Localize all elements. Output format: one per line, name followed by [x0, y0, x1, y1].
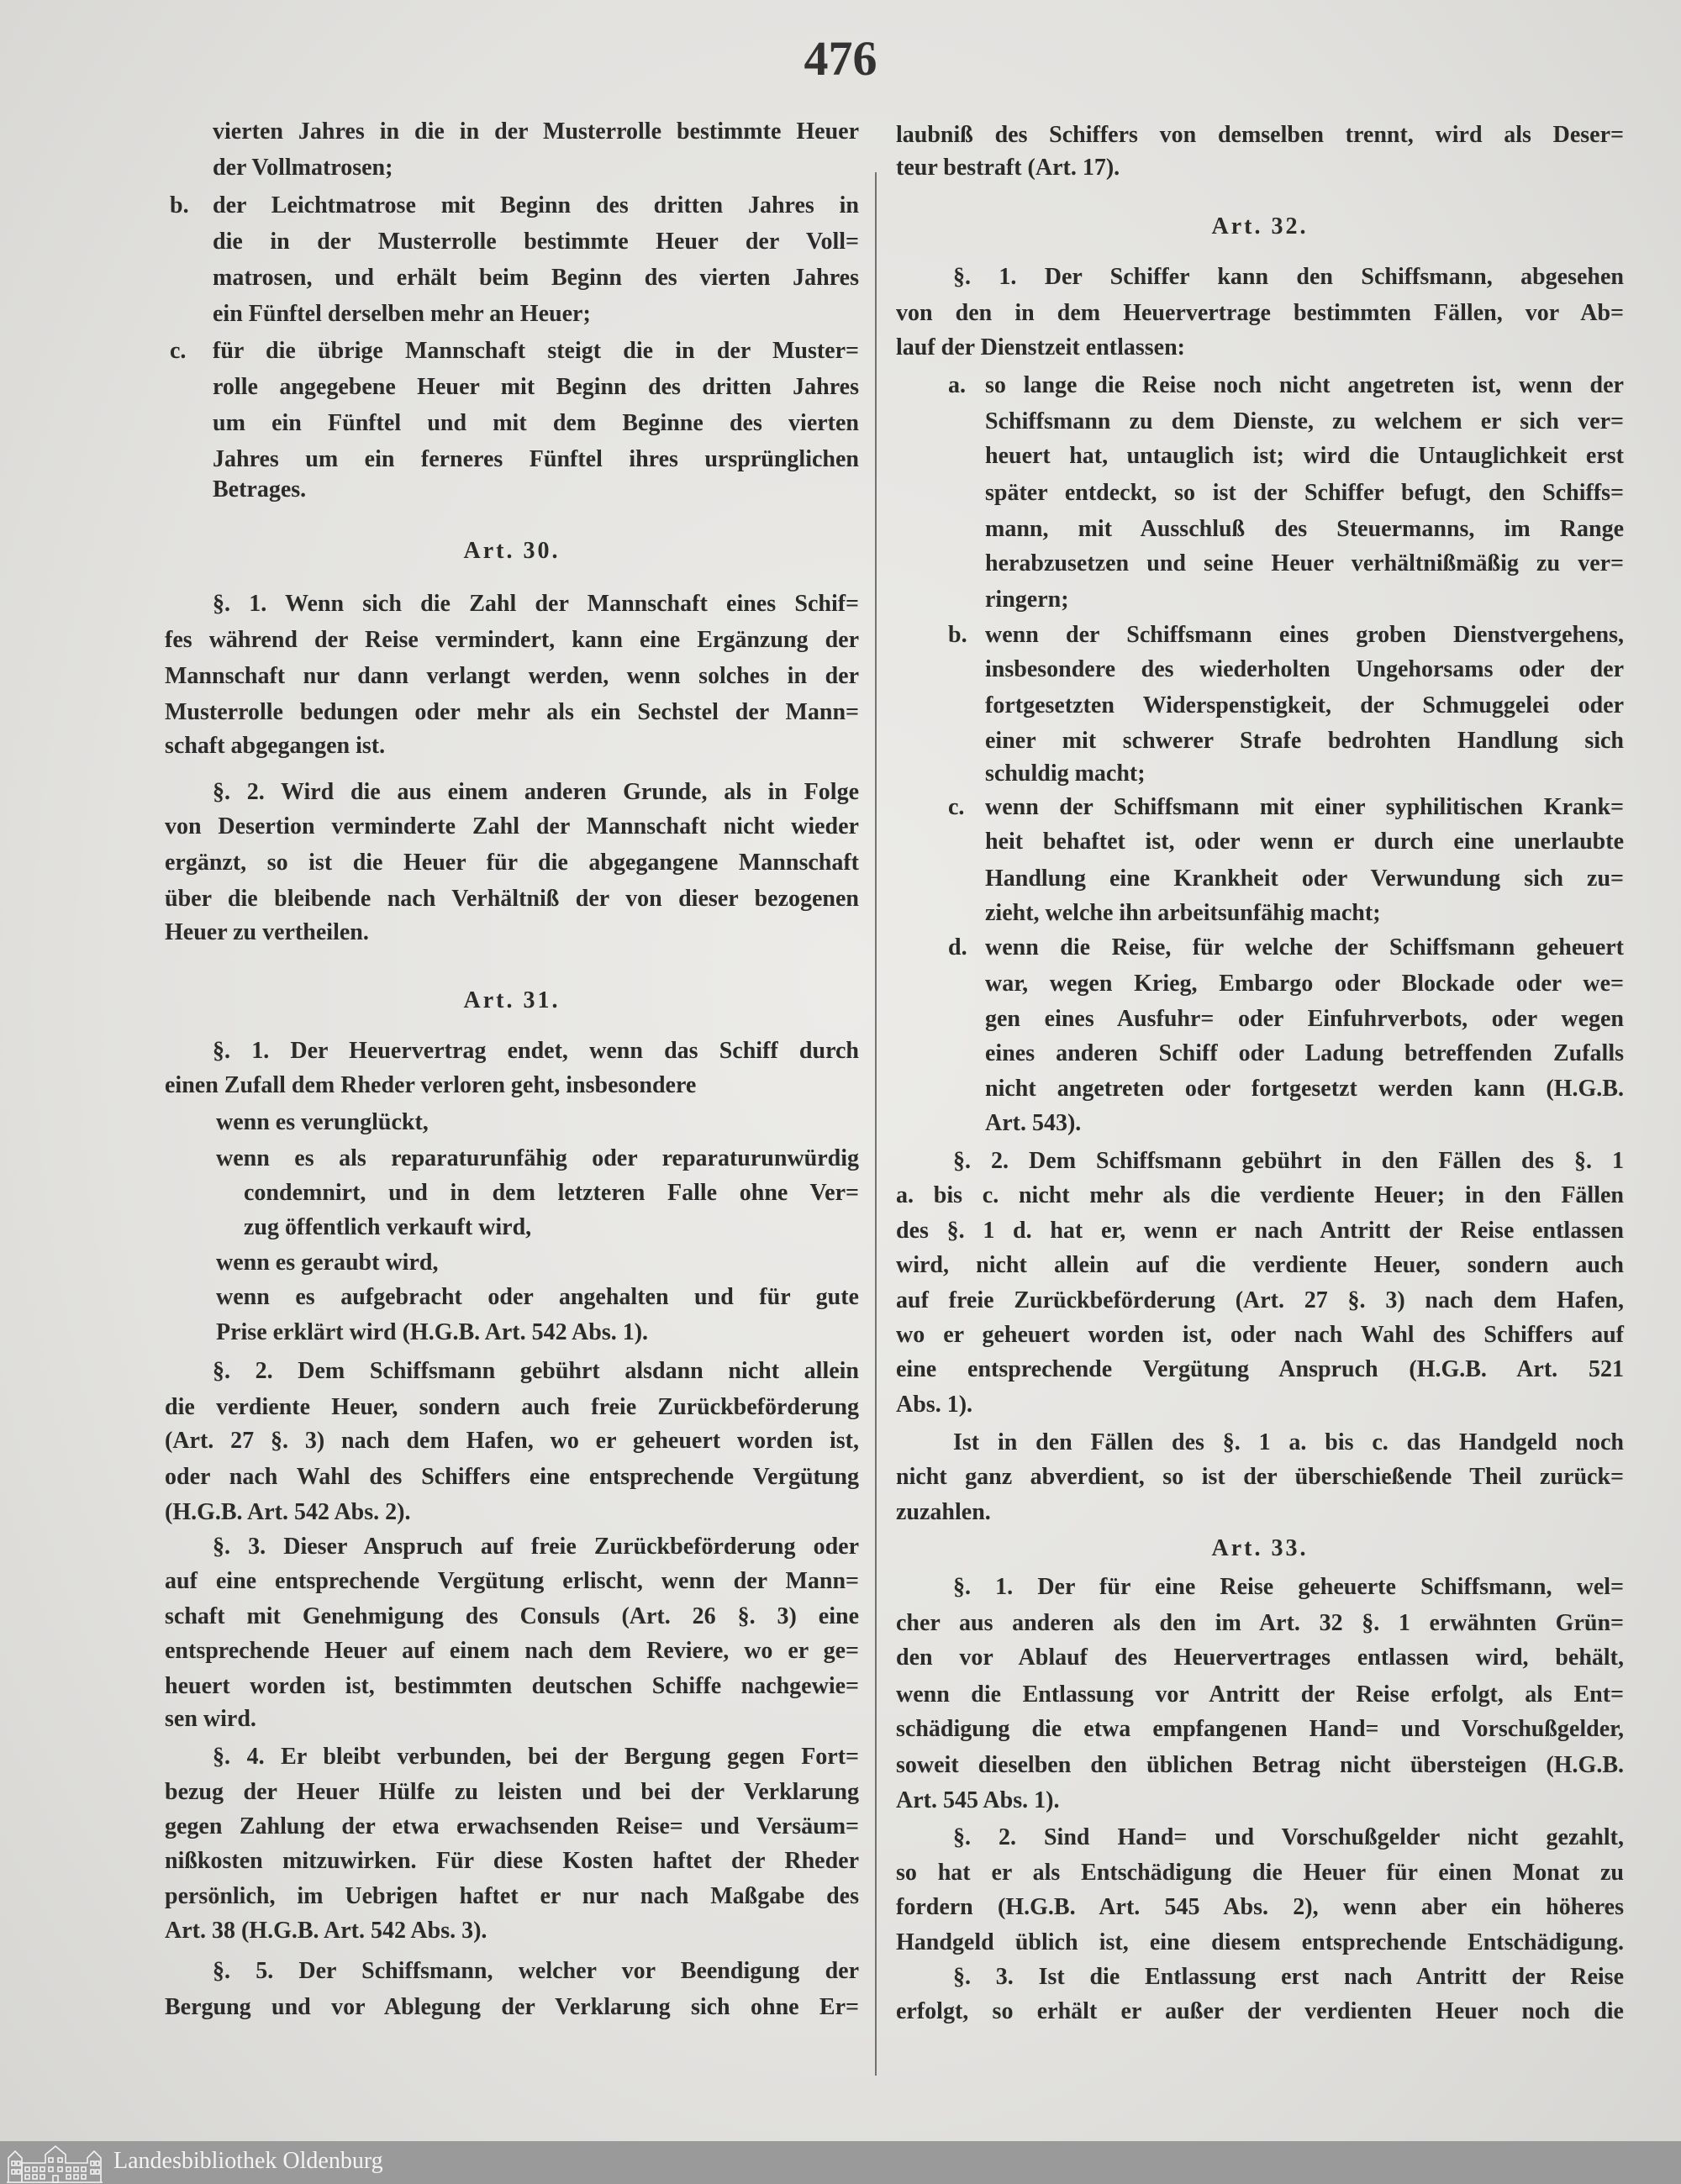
text-line: die verdiente Heuer, sondern auch freie Zurückbeförderung [165, 1394, 859, 1420]
list-item-label: c. [170, 338, 187, 364]
text-line: Art. 545 Abs. 1). [896, 1787, 1060, 1813]
text-line: rolle angegebene Heuer mit Beginn des dritten Jahres [213, 374, 859, 400]
text-line: war, wegen Krieg, Embargo oder Blockade oder we= [985, 971, 1624, 997]
text-line: um ein Fünftel und mit dem Beginne des vierten [213, 410, 859, 436]
text-line: zug öffentlich verkauft wird, [244, 1214, 532, 1240]
text-line: mann, mit Ausschluß des Steuermanns, im Range [985, 516, 1624, 542]
text-line: fes während der Reise vermindert, kann eine Ergänzung der [165, 627, 859, 653]
text-line: wenn es aufgebracht oder angehalten und für gute [216, 1284, 859, 1310]
text-line: teur bestraft (Art. 17). [896, 155, 1120, 181]
text-line: heit behaftet ist, oder wenn er durch eine unerlaubte [985, 829, 1624, 855]
paragraph-start-line: §. 4. Er bleibt verbunden, bei der Bergung gegen Fort= [213, 1744, 859, 1770]
text-line: von Desertion verminderte Zahl der Mannschaft nicht wieder [165, 813, 859, 839]
paragraph-start-line: §. 3. Ist die Entlassung erst nach Antritt der Reise [953, 1964, 1624, 1990]
text-line: condemnirt, und in dem letzteren Falle ohne Ver= [244, 1180, 859, 1206]
text-line: lauf der Dienstzeit entlassen: [896, 334, 1185, 360]
text-line: (Art. 27 §. 3) nach dem Hafen, wo er geheuert worden ist, [165, 1428, 859, 1454]
text-line: einer mit schwerer Strafe bedrohten Handlung sich [985, 728, 1624, 754]
text-line: nißkosten mitzuwirken. Für diese Kosten haftet der Rheder [165, 1848, 859, 1874]
column-divider [875, 172, 877, 2076]
text-line: fortgesetzten Widerspenstigkeit, der Schmuggelei oder [985, 692, 1624, 718]
text-line: eine entsprechende Vergütung Anspruch (H.G.B. Art. 521 [896, 1356, 1624, 1382]
article-heading: Art. 33. [1211, 1535, 1309, 1561]
text-line: zieht, welche ihn arbeitsunfähig macht; [985, 900, 1381, 926]
list-item-label: c. [948, 794, 965, 820]
text-line: des §. 1 d. hat er, wenn er nach Antritt der Reise entlassen [896, 1218, 1624, 1244]
list-item-label: d. [948, 934, 967, 960]
text-line: soweit dieselben den üblichen Betrag nicht übersteigen (H.G.B. [896, 1752, 1624, 1778]
text-line: Abs. 1). [896, 1392, 973, 1418]
text-line: auf eine entsprechende Vergütung erlischt, wenn der Mann= [165, 1568, 859, 1594]
text-line: der Vollmatrosen; [213, 155, 393, 181]
text-line: Art. 543). [985, 1110, 1082, 1136]
text-line: nicht angetreten oder fortgesetzt werden kann (H.G.B. [985, 1076, 1624, 1102]
text-line: schädigung die etwa empfangenen Hand= und Vorschußgelder, [896, 1716, 1624, 1742]
text-line: Musterrolle bedungen oder mehr als ein Sechstel der Mann= [165, 699, 859, 725]
text-line: ringern; [985, 587, 1069, 613]
text-line: wenn der Schiffsmann mit einer syphilitischen Krank= [985, 794, 1624, 820]
text-line: über die bleibende nach Verhältniß der von dieser bezogenen [165, 886, 859, 912]
article-heading: Art. 31. [463, 987, 561, 1013]
article-heading: Art. 30. [463, 538, 561, 564]
text-line: persönlich, im Uebrigen haftet er nur nach Maßgabe des [165, 1883, 859, 1909]
text-line: von den in dem Heuervertrage bestimmten Fällen, vor Ab= [896, 300, 1624, 326]
text-line: die in der Musterrolle bestimmte Heuer der Voll= [213, 229, 859, 255]
text-line: Schiffsmann zu dem Dienste, zu welchem er sich ver= [985, 408, 1624, 434]
article-heading: Art. 32. [1211, 213, 1309, 239]
paragraph-start-line: §. 1. Wenn sich die Zahl der Mannschaft eines Schif= [213, 591, 859, 617]
text-line: den vor Ablauf des Heuervertrages entlassen wird, behält, [896, 1645, 1624, 1671]
text-line: ein Fünftel derselben mehr an Heuer; [213, 301, 591, 327]
text-line: der Leichtmatrose mit Beginn des dritten Jahres in [213, 192, 859, 218]
page-number: 476 [804, 31, 877, 86]
library-name: Landesbibliothek Oldenburg [113, 2148, 383, 2174]
text-line: schaft abgegangen ist. [165, 733, 386, 759]
paragraph-start-line: §. 3. Dieser Anspruch auf freie Zurückbeförderung oder [213, 1534, 859, 1560]
text-line: wenn die Entlassung vor Antritt der Reise erfolgt, als Ent= [896, 1681, 1624, 1708]
text-line: erfolgt, so erhält er außer der verdienten Heuer noch die [896, 1998, 1624, 2024]
text-line: Prise erklärt wird (H.G.B. Art. 542 Abs. 1). [216, 1319, 649, 1345]
text-line: wird, nicht allein auf die verdiente Heuer, sondern auch [896, 1252, 1624, 1278]
text-line: Handgeld üblich ist, eine diesem entsprechende Entschädigung. [896, 1929, 1624, 1955]
text-line: fordern (H.G.B. Art. 545 Abs. 2), wenn aber ein höheres [896, 1894, 1624, 1920]
text-line: wenn es als reparaturunfähig oder reparaturunwürdig [216, 1145, 859, 1171]
list-item-label: a. [948, 372, 966, 398]
text-line: schaft mit Genehmigung des Consuls (Art. 26 §. 3) eine [165, 1603, 859, 1629]
text-line: Mannschaft nur dann verlangt werden, wenn solches in der [165, 663, 859, 689]
text-line: bezug der Heuer Hülfe zu leisten und bei der Verklarung [165, 1779, 859, 1805]
paragraph-start-line: §. 1. Der Schiffer kann den Schiffsmann, abgesehen [953, 264, 1624, 290]
paragraph-start-line: §. 1. Der Heuervertrag endet, wenn das Schiff durch [213, 1038, 859, 1064]
text-line: eines anderen Schiff oder Ladung betreffenden Zufalls [985, 1040, 1624, 1066]
text-line: Art. 38 (H.G.B. Art. 542 Abs. 3). [165, 1918, 487, 1944]
list-item-label: b. [170, 192, 189, 218]
paragraph-start-line: §. 2. Dem Schiffsmann gebührt in den Fällen des §. 1 [953, 1148, 1624, 1174]
text-line: sen wird. [165, 1706, 256, 1732]
text-line: so lange die Reise noch nicht angetreten ist, wenn der [985, 372, 1624, 398]
text-line: wenn der Schiffsmann eines groben Dienstvergehens, [985, 622, 1624, 648]
text-line: auf freie Zurückbeförderung (Art. 27 §. 3) nach dem Hafen, [896, 1287, 1624, 1313]
text-line: Handlung eine Krankheit oder Verwundung sich zu= [985, 866, 1624, 892]
text-line: zuzahlen. [896, 1499, 991, 1525]
library-building-icon [5, 2143, 104, 2183]
text-line: entsprechende Heuer auf einem nach dem Reviere, wo er ge= [165, 1638, 859, 1664]
text-line: heuert hat, untauglich ist; wird die Untauglichkeit erst [985, 443, 1624, 469]
text-line: matrosen, und erhält beim Beginn des vierten Jahres [213, 265, 859, 291]
text-line: später entdeckt, so ist der Schiffer befugt, den Schiffs= [985, 480, 1624, 506]
text-line: nicht ganz abverdient, so ist der überschießende Theil zurück= [896, 1464, 1624, 1490]
paragraph-start-line: §. 5. Der Schiffsmann, welcher vor Beendigung der [213, 1958, 859, 1984]
text-line: wenn die Reise, für welche der Schiffsmann geheuert [985, 934, 1624, 960]
list-item-label: b. [948, 622, 967, 648]
paragraph-start-line: §. 2. Sind Hand= und Vorschußgelder nicht gezahlt, [953, 1824, 1624, 1850]
text-line: vierten Jahres in die in der Musterrolle bestimmte Heuer [213, 118, 859, 145]
text-line: Heuer zu vertheilen. [165, 919, 369, 945]
text-line: oder nach Wahl des Schiffers eine entsprechende Vergütung [165, 1464, 859, 1490]
text-line: wenn es geraubt wird, [216, 1250, 439, 1276]
text-line: (H.G.B. Art. 542 Abs. 2). [165, 1499, 411, 1525]
text-line: heuert worden ist, bestimmten deutschen Schiffe nachgewie= [165, 1673, 859, 1699]
text-line: für die übrige Mannschaft steigt die in der Muster= [213, 338, 859, 364]
text-line: gen eines Ausfuhr= oder Einfuhrverbots, oder wegen [985, 1006, 1624, 1032]
text-line: gegen Zahlung der etwa erwachsenden Reise= und Versäum= [165, 1813, 859, 1839]
text-line: laubniß des Schiffers von demselben trennt, wird als Deser= [896, 122, 1624, 148]
text-line: wenn es verunglückt, [216, 1109, 429, 1135]
text-line: herabzusetzen und seine Heuer verhältnißmäßig zu ver= [985, 550, 1624, 576]
footer-banner [0, 2141, 1681, 2184]
text-line: einen Zufall dem Rheder verloren geht, insbesondere [165, 1072, 697, 1098]
text-line: a. bis c. nicht mehr als die verdiente Heuer; in den Fällen [896, 1182, 1624, 1208]
text-line: Jahres um ein ferneres Fünftel ihres ursprünglichen [213, 446, 859, 472]
text-line: wo er geheuert worden ist, oder nach Wahl des Schiffers auf [896, 1322, 1624, 1348]
text-line: insbesondere des wiederholten Ungehorsams oder der [985, 656, 1624, 682]
text-line: Betrages. [213, 476, 307, 503]
paragraph-start-line: §. 2. Dem Schiffsmann gebührt alsdann nicht allein [213, 1358, 859, 1384]
text-line: ergänzt, so ist die Heuer für die abgegangene Mannschaft [165, 850, 859, 876]
text-line: Bergung und vor Ablegung der Verklarung sich ohne Er= [165, 1994, 859, 2020]
paragraph-start-line: §. 2. Wird die aus einem anderen Grunde, als in Folge [213, 779, 859, 805]
paragraph-start-line: §. 1. Der für eine Reise geheuerte Schiffsmann, wel= [953, 1574, 1624, 1600]
text-line: cher aus anderen als den im Art. 32 §. 1 erwähnten Grün= [896, 1610, 1624, 1636]
text-line: so hat er als Entschädigung die Heuer für einen Monat zu [896, 1860, 1624, 1886]
text-line: schuldig macht; [985, 760, 1146, 787]
paragraph-start-line: Ist in den Fällen des §. 1 a. bis c. das Handgeld noch [953, 1429, 1624, 1455]
